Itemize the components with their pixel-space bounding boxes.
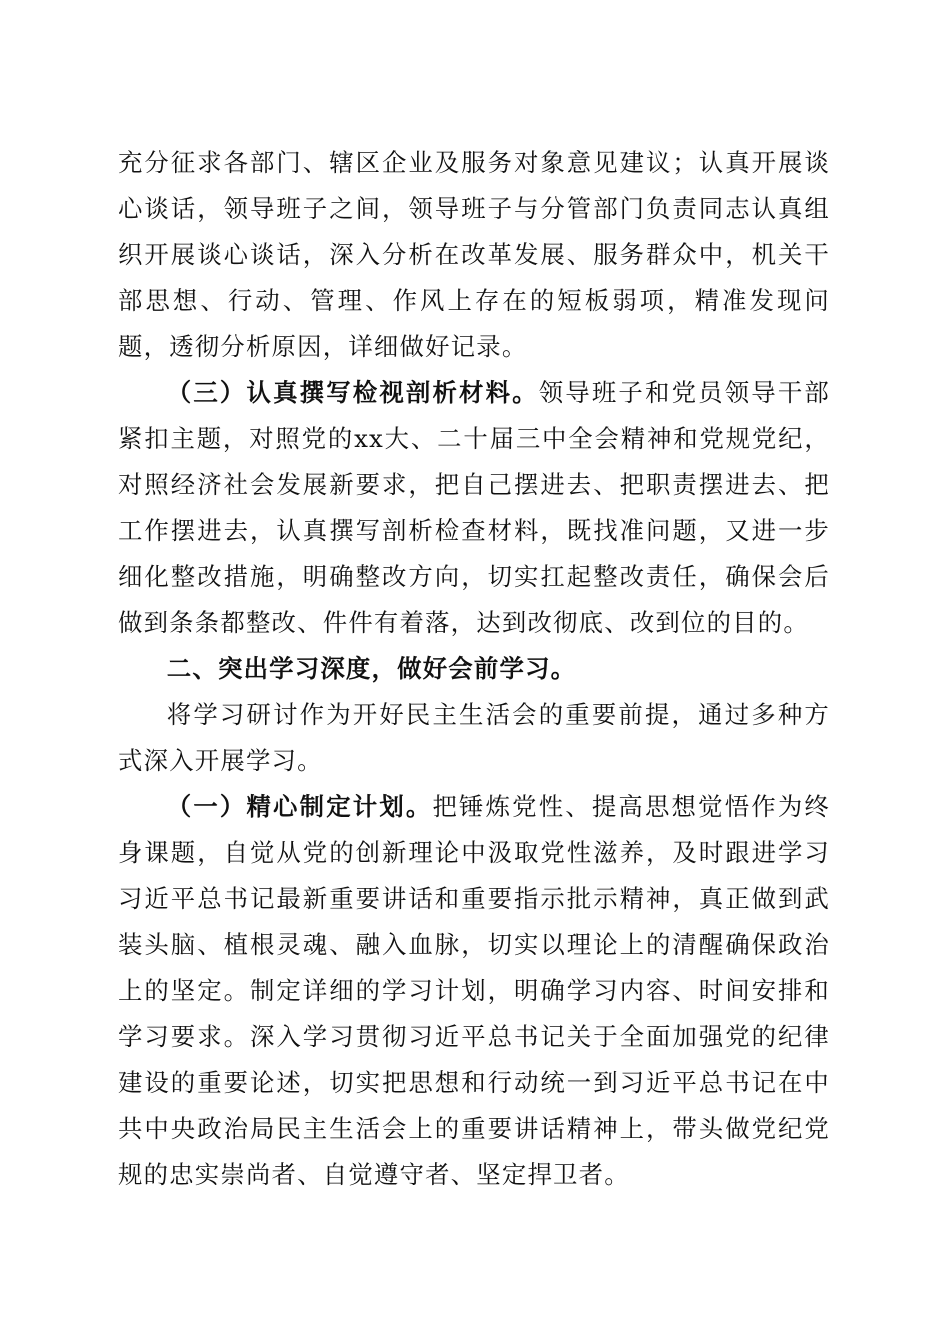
paragraph-lead: （三）认真撰写检视剖析材料。 — [166, 378, 539, 407]
paragraph-text: 充分征求各部门、辖区企业及服务对象意见建议；认真开展谈心谈话，领导班子之间，领导班子与分管部门负责同志认真组织开展谈心谈话，深入分析在改革发展、服务群众中，机关干部思想、行动、管理、作风上存在的短板弱项，精准发现问题，透彻分析原因，详细做好记录。 — [118, 148, 830, 361]
paragraph-intro — [118, 692, 830, 784]
paragraph-section-one — [118, 784, 830, 1198]
section-heading: 二、突出学习深度，做好会前学习。 — [166, 654, 577, 683]
paragraph-lead: （一）精心制定计划。 — [166, 792, 433, 821]
paragraph-text: 把锤炼党性、提高思想觉悟作为终身课题，自觉从党的创新理论中汲取党性滋养，及时跟进学习习近平总书记最新重要讲话和重要指示批示精神，真正做到武装头脑、植根灵魂、融入血脉，切实以理论上的清醒确保政治上的坚定。制定详细的学习计划，明确学习内容、时间安排和学习要求。深入学习贯彻习近平总书记关于全面加强党的纪律建设的重要论述，切实把思想和行动统一到习近平总书记在中共中央政治局民主生活会上的重要讲话精神上，带头做党纪党规的忠实崇尚者、自觉遵守者、坚定捍卫者。 — [118, 792, 830, 1189]
paragraph-section-three — [118, 370, 830, 646]
paragraph-text: 将学习研讨作为开好民主生活会的重要前提，通过多种方式深入开展学习。 — [118, 700, 830, 775]
document-body — [118, 140, 830, 1198]
paragraph-text: 领导班子和党员领导干部紧扣主题，对照党的xx大、二十届三中全会精神和党规党纪，对照经济社会发展新要求，把自己摆进去、把职责摆进去、把工作摆进去，认真撰写剖析检查材料，既找准问题，又进一步细化整改措施，明确整改方向，切实扛起整改责任，确保会后做到条条都整改、件件有着落，达到改彻底、改到位的目的。 — [118, 378, 830, 637]
paragraph-continuation — [118, 140, 830, 370]
